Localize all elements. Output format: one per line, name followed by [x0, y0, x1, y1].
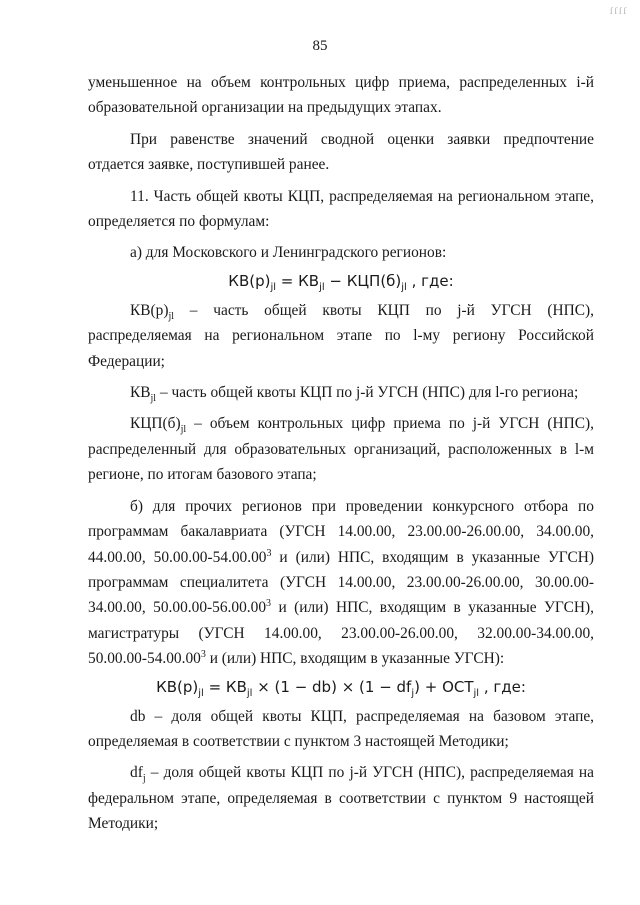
footnote-ref: 3: [200, 649, 206, 660]
formula-term: КВ(р): [228, 271, 271, 290]
definition-symbol: КЦП(б): [130, 415, 181, 433]
definition-kv: [88, 380, 594, 405]
definition-kcp-b: [88, 411, 594, 487]
footnote-ref: 3: [266, 547, 272, 559]
paragraph-text: и (или) НПС, входящим в указанные УГСН) программам специалитета (УГСН 14.00.00, 23.00.00-26.00.00, 30.00.00-34.00.00, 50.00.00-56.00.00: [88, 548, 594, 617]
formula-term: = КВ: [276, 271, 320, 290]
paragraph-continuation: уменьшенное на объем контрольных цифр приема, распределенных i-й образовательной организации на предыдущих этапах.: [88, 74, 594, 117]
formula-subscript: jl: [319, 281, 325, 293]
definition-subscript: jl: [150, 393, 157, 405]
paragraph-tie-rule: При равенстве значений сводной оценки заявки предпочтение отдается заявке, поступившей ранее.: [88, 130, 594, 174]
definition-symbol: КВ: [130, 384, 151, 402]
formula-regional-a: [88, 268, 594, 294]
formula-term: = КВ: [203, 677, 247, 696]
definition-db: [88, 704, 594, 755]
paragraph-item-11: 11. Часть общей квоты КЦП, распределяемая на региональном этапе, определяется по формулам:: [88, 187, 594, 231]
paragraph-text: б) для прочих регионов при проведении конкурсного отбора по программам бакалавриата (УГСН 14.00.00, 23.00.00-26.00.00, 34.00.00, 44.00.00, 50.00.00-54.00.00: [88, 497, 594, 566]
paragraph-text: и (или) НПС, входящим в указанные УГСН):: [205, 650, 505, 668]
formula-term: − КЦП(б): [324, 271, 402, 290]
definition-text: – доля общей квоты КЦП, распределяемая на базовом этапе, определяемая в соответствии с пунктом 3 настоящей Методики;: [88, 707, 594, 750]
formula-subscript: jl: [270, 281, 277, 293]
paragraph-text: и (или) НПС, входящим в указанные УГСН), магистратуры (УГСН 14.00.00, 23.00.00-26.00.00, 32.00.00-34.00.00, 50.00.00-54.00.00: [88, 599, 594, 668]
corner-mark: ſſſſ: [609, 6, 628, 16]
definition-text: – часть общей квоты КЦП по j-й УГСН (НПС), распределяемая на региональном этапе по l-му региону Российской Федерации;: [88, 301, 594, 370]
formula-subscript: jl: [473, 687, 480, 699]
definition-subscript: j: [142, 773, 146, 785]
formula-subscript: jl: [246, 687, 253, 699]
document-body: [88, 70, 594, 837]
definition-symbol: df: [130, 764, 143, 782]
formula-tail: , где:: [406, 271, 454, 290]
definition-kv-p: [88, 298, 594, 374]
formula-term: КВ(р): [156, 677, 199, 696]
formula-subscript: j: [411, 687, 415, 699]
footnote-ref: 3: [266, 598, 272, 610]
definition-subscript: jl: [168, 310, 175, 322]
formula-term: ) + ОСТ: [414, 677, 474, 696]
formula-regional-b: [88, 674, 594, 700]
page-number: 85: [312, 38, 328, 54]
definition-subscript: jl: [180, 424, 187, 436]
definition-df: [88, 760, 594, 836]
definition-text: – объем контрольных цифр приема по j-й УГСН (НПС), распределенный для образовательных организаций, расположенных в l-м регионе, по итогам базового этапа;: [88, 415, 594, 484]
formula-subscript: jl: [401, 281, 407, 293]
formula-tail: , где:: [479, 677, 526, 696]
formula-term: × (1 − db) × (1 − df: [252, 677, 412, 696]
definition-symbol: КВ(р): [130, 301, 169, 319]
paragraph-item-a: а) для Московского и Ленинградского регионов:: [130, 244, 447, 262]
definition-text: – доля общей квоты КЦП по j-й УГСН (НПС), распределяемая на федеральном этапе, определяемая в соответствии с пунктом 9 настоящей Методики;: [88, 764, 594, 833]
paragraph-item-b: [88, 494, 594, 672]
definition-text: – часть общей квоты КЦП по j-й УГСН (НПС) для l-го региона;: [156, 384, 579, 402]
formula-subscript: jl: [198, 687, 204, 699]
definition-symbol: db: [130, 707, 146, 725]
